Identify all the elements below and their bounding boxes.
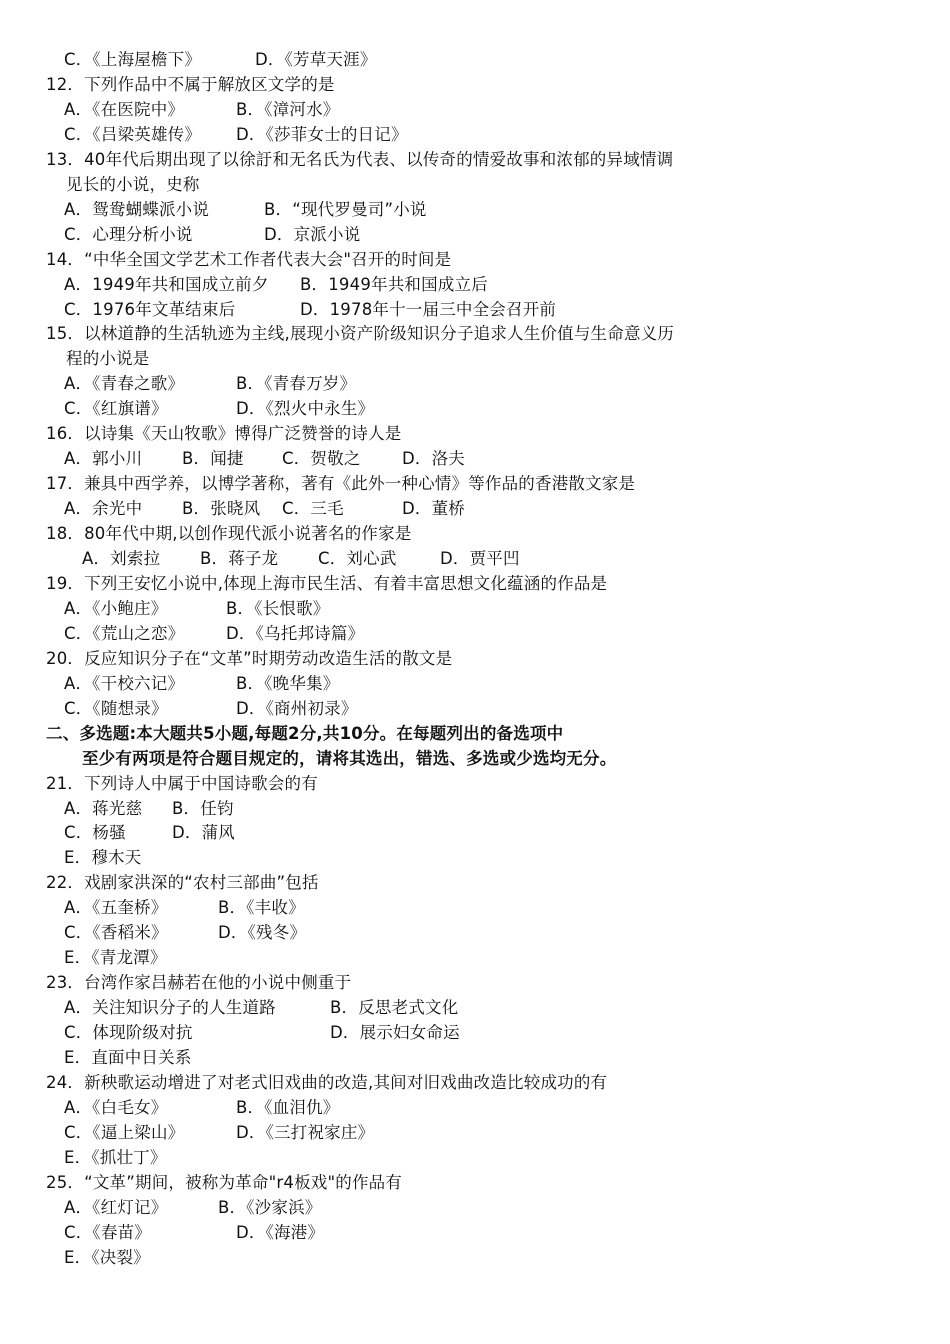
answer-option: C．《香稻米》 — [64, 923, 168, 943]
line-text: 19．下列王安忆小说中,体现上海市民生活、有着丰富思想文化蕴涵的作品是 — [46, 573, 608, 593]
text-line — [0, 47, 950, 72]
answer-option: B．任钧 — [172, 798, 234, 818]
line-text: 23．台湾作家吕赫若在他的小说中侧重于 — [46, 973, 352, 993]
answer-option: C．贺敬之 — [282, 449, 361, 469]
text-line — [0, 970, 950, 995]
line-text: 二、多选题:本大题共5小题,每题2分,共10分。在每题列出的备选项中 — [46, 723, 564, 743]
text-line — [0, 521, 950, 546]
answer-option: D．《商州初录》 — [236, 698, 358, 718]
text-line — [0, 446, 950, 471]
line-text: 13．40年代后期出现了以徐訏和无名氏为代表、以传奇的情爱故事和浓郁的异域情调 — [46, 149, 674, 169]
line-text: 17．兼具中西学养，以博学著称，著有《此外一种心情》等作品的香港散文家是 — [46, 474, 636, 494]
text-line — [0, 1220, 950, 1245]
answer-option: D．《莎菲女士的日记》 — [236, 124, 408, 144]
answer-option: D．京派小说 — [264, 224, 361, 244]
text-line — [0, 646, 950, 671]
answer-option: B．张晓风 — [182, 499, 261, 519]
answer-option: C．刘心武 — [318, 549, 397, 568]
answer-option: D．洛夫 — [402, 449, 466, 469]
text-line — [0, 496, 950, 521]
answer-option: C．《逼上梁山》 — [64, 1122, 185, 1142]
answer-option: D．1978年十一届三中全会召开前 — [300, 299, 557, 319]
answer-option: D．《残冬》 — [218, 923, 307, 943]
answer-option: D．《乌托邦诗篇》 — [226, 623, 365, 643]
text-line — [0, 371, 950, 396]
line-text: 至少有两项是符合题目规定的，请将其选出，错选、多选或少选均无分。 — [82, 748, 617, 768]
line-text: 25．“文革”期间，被称为革命"r4板戏"的作品有 — [46, 1172, 403, 1192]
text-line — [0, 272, 950, 297]
answer-option: D．蒲风 — [172, 823, 236, 843]
answer-option: C．杨骚 — [64, 823, 126, 843]
text-line — [0, 571, 950, 596]
answer-option: A．关注知识分子的人生道路 — [64, 998, 276, 1018]
text-line — [0, 1095, 950, 1120]
text-line — [0, 97, 950, 122]
section-heading-line — [0, 721, 950, 746]
text-line — [0, 1070, 950, 1095]
text-line — [0, 546, 950, 571]
text-line — [0, 671, 950, 696]
line-text: E．《青龙潭》 — [64, 948, 167, 968]
answer-option: B．《晚华集》 — [236, 673, 340, 693]
text-line — [0, 72, 950, 97]
text-line — [0, 197, 950, 222]
text-line — [0, 945, 950, 970]
text-line — [0, 1120, 950, 1145]
text-line — [0, 346, 950, 371]
text-line — [0, 396, 950, 421]
line-text: E．《抓壮丁》 — [64, 1147, 167, 1167]
text-line — [0, 1020, 950, 1045]
answer-option: A．鸳鸯蝴蝶派小说 — [64, 199, 210, 219]
text-line — [0, 1145, 950, 1170]
answer-option: B．蒋子龙 — [200, 549, 279, 568]
answer-option: C．体现阶级对抗 — [64, 1023, 193, 1043]
answer-option: B．反思老式文化 — [330, 998, 459, 1018]
line-text: 见长的小说，史称 — [66, 174, 200, 194]
text-line — [0, 895, 950, 920]
line-text: 18．80年代中期,以创作现代派小说著名的作家是 — [46, 524, 412, 544]
line-text: 20．反应知识分子在“文革”时期劳动改造生活的散文是 — [46, 648, 453, 668]
text-line — [0, 321, 950, 346]
line-text: E．《决裂》 — [64, 1247, 150, 1267]
text-line — [0, 122, 950, 147]
text-line — [0, 920, 950, 945]
text-line — [0, 596, 950, 621]
text-line — [0, 870, 950, 895]
answer-option: A．余光中 — [64, 499, 143, 519]
answer-option: A．《小鲍庄》 — [64, 598, 168, 618]
answer-option: A．《白毛女》 — [64, 1097, 168, 1117]
line-text: 14．“中华全国文学艺术工作者代表大会"召开的时间是 — [46, 249, 452, 269]
answer-option: A．刘索拉 — [82, 549, 161, 568]
line-text: 22．戏剧家洪深的“农村三部曲”包括 — [46, 873, 319, 893]
answer-option: B．《青春万岁》 — [236, 374, 357, 394]
answer-option: C．《吕梁英雄传》 — [64, 124, 202, 144]
text-line — [0, 696, 950, 721]
text-line — [0, 820, 950, 845]
answer-option: A．郭小川 — [64, 449, 143, 469]
answer-option: B．“现代罗曼司”小说 — [264, 199, 427, 219]
text-line — [0, 845, 950, 870]
text-line — [0, 247, 950, 272]
answer-option: D．《三打祝家庄》 — [236, 1122, 375, 1142]
answer-option: A．1949年共和国成立前夕 — [64, 274, 269, 294]
text-line — [0, 1170, 950, 1195]
answer-option: D．展示妇女命运 — [330, 1023, 460, 1043]
line-text: 12．下列作品中不属于解放区文学的是 — [46, 74, 335, 94]
answer-option: B．1949年共和国成立后 — [300, 274, 488, 294]
answer-option: C．《红旗谱》 — [64, 399, 168, 419]
answer-option: A．《青春之歌》 — [64, 374, 185, 394]
text-line — [0, 297, 950, 322]
answer-option: B．《丰收》 — [218, 898, 305, 918]
answer-option: B．《长恨歌》 — [226, 598, 330, 618]
answer-option: C．三毛 — [282, 499, 344, 519]
answer-option: C．《春苗》 — [64, 1222, 151, 1242]
answer-option: A．蒋光慈 — [64, 798, 143, 818]
answer-option: A．《红灯记》 — [64, 1197, 168, 1217]
line-text: 15．以林道静的生活轨迹为主线,展现小资产阶级知识分子追求人生价值与生命意义历 — [46, 324, 675, 344]
line-text: 程的小说是 — [66, 349, 150, 369]
text-line — [0, 471, 950, 496]
answer-option: A．《干校六记》 — [64, 673, 185, 693]
answer-option: C．《荒山之恋》 — [64, 623, 185, 643]
line-text: 21．下列诗人中属于中国诗歌会的有 — [46, 773, 318, 793]
answer-option: C．《上海屋檐下》 — [64, 50, 202, 69]
answer-option: B．《漳河水》 — [236, 99, 340, 119]
line-text: E．直面中日关系 — [64, 1048, 192, 1067]
text-line — [0, 771, 950, 796]
answer-option: D．贾平凹 — [440, 549, 520, 568]
answer-option: D．董桥 — [402, 499, 466, 519]
answer-option: D．《烈火中永生》 — [236, 399, 375, 419]
section-heading-line — [0, 746, 950, 771]
answer-option: C．心理分析小说 — [64, 224, 193, 244]
line-text: E．穆木天 — [64, 848, 142, 868]
text-line — [0, 1045, 950, 1070]
answer-option: D．《海港》 — [236, 1222, 325, 1242]
answer-option: B．闻捷 — [182, 449, 244, 469]
answer-option: D．《芳草天涯》 — [255, 50, 377, 69]
text-line — [0, 147, 950, 172]
answer-option: A．《五奎桥》 — [64, 898, 168, 918]
text-line — [0, 1195, 950, 1220]
text-line — [0, 1245, 950, 1270]
answer-option: A．《在医院中》 — [64, 99, 185, 119]
answer-option: C．《随想录》 — [64, 698, 168, 718]
answer-option: B．《血泪仇》 — [236, 1097, 340, 1117]
text-line — [0, 421, 950, 446]
text-line — [0, 621, 950, 646]
text-line — [0, 796, 950, 821]
line-text: 24．新秧歌运动增进了对老式旧戏曲的改造,其间对旧戏曲改造比较成功的有 — [46, 1072, 608, 1092]
line-text: 16．以诗集《天山牧歌》博得广泛赞誉的诗人是 — [46, 424, 402, 444]
text-line — [0, 995, 950, 1020]
answer-option: B．《沙家浜》 — [218, 1197, 322, 1217]
text-line — [0, 222, 950, 247]
text-line — [0, 172, 950, 197]
answer-option: C．1976年文革结束后 — [64, 299, 236, 319]
